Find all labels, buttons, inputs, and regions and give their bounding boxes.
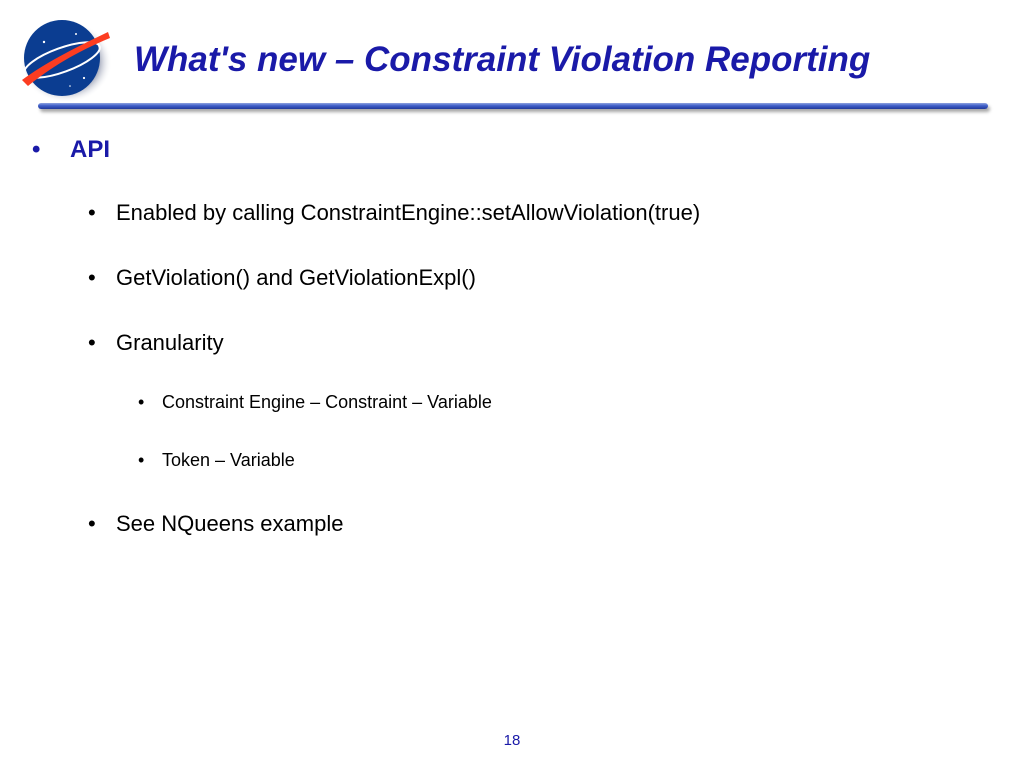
bullet-mark: •	[88, 265, 96, 290]
bullet-nqueens	[88, 511, 343, 537]
bullet-mark: •	[138, 450, 145, 470]
slide-title: What's new – Constraint Violation Reporting	[134, 40, 871, 79]
bullet-nqueens-text: See NQueens example	[116, 511, 344, 536]
bullet-granularity	[88, 330, 224, 356]
bullet-enabled-text: Enabled by calling ConstraintEngine::setAllowViolation(true)	[116, 200, 701, 225]
title-divider	[38, 103, 988, 109]
bullet-mark: •	[88, 511, 96, 536]
bullet-mark: •	[138, 392, 145, 412]
nasa-meatball-logo-icon	[14, 14, 114, 102]
bullet-api	[32, 136, 110, 164]
bullet-granularity-token	[138, 450, 295, 471]
bullet-granularity-ce-text: Constraint Engine – Constraint – Variable	[162, 392, 492, 412]
bullet-getviolation	[88, 265, 476, 291]
bullet-enabled	[88, 200, 700, 226]
bullet-granularity-ce	[138, 392, 492, 413]
bullet-mark: •	[88, 330, 96, 355]
bullet-granularity-token-text: Token – Variable	[162, 450, 295, 470]
bullet-api-text: API	[70, 136, 111, 163]
bullet-mark: •	[32, 136, 41, 163]
bullet-getviolation-text: GetViolation() and GetViolationExpl()	[116, 265, 476, 290]
page-number: 18	[503, 732, 521, 749]
bullet-granularity-text: Granularity	[116, 330, 224, 355]
bullet-mark: •	[88, 200, 96, 225]
